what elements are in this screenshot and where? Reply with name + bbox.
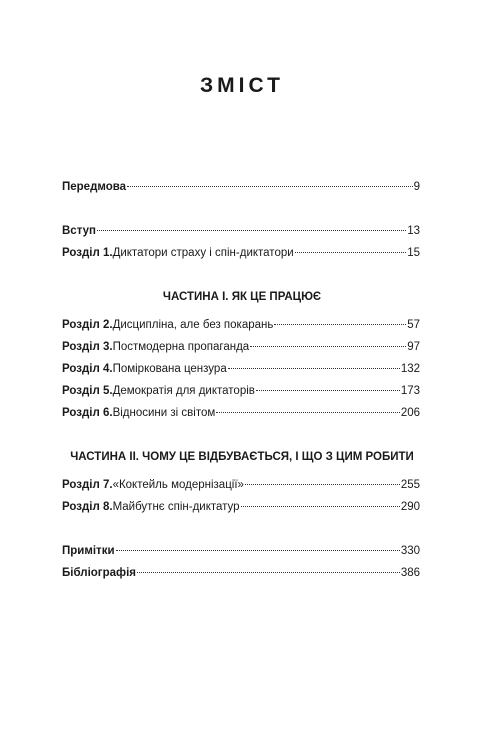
- entry-page: 9: [413, 181, 420, 193]
- entry-label: Бібліографія: [62, 567, 136, 579]
- entry-title: Майбутнє спін-диктатур: [112, 501, 240, 513]
- entry-page: 255: [400, 479, 420, 491]
- toc-entry[interactable]: [62, 406, 420, 420]
- entry-page: 206: [400, 407, 420, 419]
- leader-dots: [241, 506, 400, 507]
- part-heading: ЧАСТИНА І. ЯК ЦЕ ПРАЦЮЄ: [162, 291, 322, 303]
- entry-title: Відносини зі світом: [112, 407, 216, 419]
- entry-title: Дисципліна, але без покарань: [112, 319, 274, 331]
- leader-dots: [137, 572, 400, 573]
- leader-dots: [274, 324, 406, 325]
- leader-dots: [216, 412, 400, 413]
- entry-page: 290: [400, 501, 420, 513]
- entry-page: 97: [407, 341, 420, 353]
- leader-dots: [97, 230, 406, 231]
- entry-label: Передмова: [62, 181, 127, 193]
- toc-entry[interactable]: [62, 246, 420, 260]
- entry-label: Розділ 6.: [62, 407, 113, 419]
- leader-dots: [250, 346, 406, 347]
- toc-entry[interactable]: [62, 340, 420, 354]
- leader-dots: [228, 368, 400, 369]
- entry-title: Поміркована цензура: [112, 363, 227, 375]
- entry-title: Постмодерна пропаганда: [112, 341, 250, 353]
- leader-dots: [256, 390, 400, 391]
- entry-title: Диктатори страху і спін-диктатори: [112, 247, 294, 259]
- entry-label: Вступ: [62, 225, 96, 237]
- entry-page: 132: [400, 363, 420, 375]
- toc-entry[interactable]: [62, 500, 420, 514]
- entry-label: Розділ 3.: [62, 341, 113, 353]
- entry-page: 386: [400, 567, 420, 579]
- leader-dots: [245, 484, 400, 485]
- toc-entry[interactable]: [62, 478, 420, 492]
- leader-dots: [127, 186, 413, 187]
- toc-entry[interactable]: [62, 180, 420, 194]
- entry-label: Розділ 1.: [62, 247, 113, 259]
- toc-entry[interactable]: [62, 384, 420, 398]
- entry-page: 13: [407, 225, 420, 237]
- entry-page: 57: [407, 319, 420, 331]
- toc-entry[interactable]: [62, 224, 420, 238]
- page-title: ЗМІСТ: [200, 74, 284, 97]
- entry-label: Розділ 5.: [62, 385, 113, 397]
- entry-title: Демократія для диктаторів: [112, 385, 255, 397]
- entry-label: Розділ 8.: [62, 501, 113, 513]
- toc-entry[interactable]: [62, 362, 420, 376]
- entry-label: Розділ 2.: [62, 319, 113, 331]
- entry-label: Примітки: [62, 545, 115, 557]
- entry-label: Розділ 4.: [62, 363, 113, 375]
- entry-title: «Коктейль модернізації»: [112, 479, 244, 491]
- toc-entry[interactable]: [62, 544, 420, 558]
- toc-entry[interactable]: [62, 318, 420, 332]
- entry-label: Розділ 7.: [62, 479, 113, 491]
- toc-entry[interactable]: [62, 566, 420, 580]
- leader-dots: [116, 550, 400, 551]
- entry-page: 173: [400, 385, 420, 397]
- leader-dots: [295, 252, 407, 253]
- entry-page: 330: [400, 545, 420, 557]
- part-heading: ЧАСТИНА ІІ. ЧОМУ ЦЕ ВІДБУВАЄТЬСЯ, І ЩО З ЦИМ РОБИТИ: [70, 451, 414, 463]
- entry-page: 15: [407, 247, 420, 259]
